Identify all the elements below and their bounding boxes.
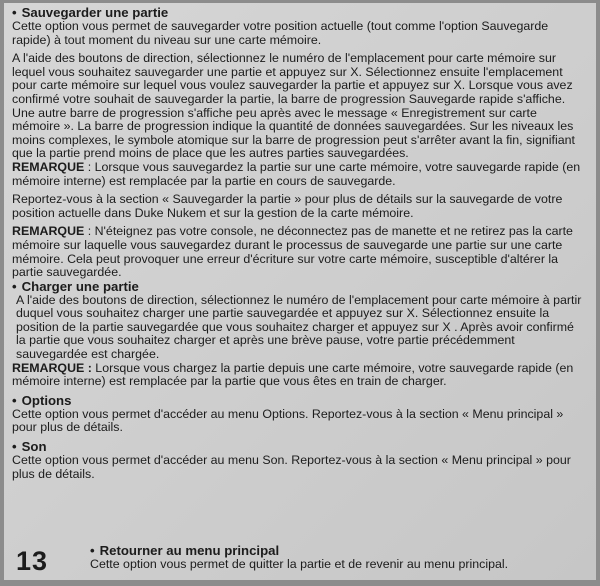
bullet-icon: • <box>12 278 17 294</box>
note-text: : Lorsque vous sauvegardez la partie sur une carte mémoire, votre sauvegarde rapide (en mémoire interne) est remplacée par la partie en cours de sauvegarde. <box>12 159 581 188</box>
paragraph-body: Cette option vous permet de quitter la partie et de revenir au menu principal. <box>90 557 509 571</box>
note-label: REMARQUE <box>12 224 85 239</box>
bullet-icon: • <box>12 5 17 20</box>
heading-text: Options <box>21 392 72 408</box>
paragraph-body: A l'aide des boutons de direction, sélectionnez le numéro de l'emplacement pour carte mémoire sur lequel vous souhaitez sauvegarder une partie et appuyez sur X. Sélectionnez ensuite l'emplacement pour carte mémoire sur lequel vous voulez sauvegarder la partie et appuyez sur X. Lorsque vous avez confirmé votre souhait de sauvegarder la partie, la barre de progression Sauvegarde rapide s'affiche. Une autre barre de progression s'affiche peu après avec le message « Enregistrement sur carte mémoire ». La barre de progression indique la quantité de données sauvegardées. Sur les niveaux les moins complexes, le symbole atomique sur la barre de progression peut s'arrêter avant la fin, signifiant que la partie prend moins de place que les autres parties sauvegardées. <box>12 51 575 161</box>
paragraph-reference: Reportez-vous à la section « Sauvegarder la partie » pour plus de détails sur la sauvegarde de votre position actuelle dans Duke Nukem et sur la gestion de la carte mémoire. <box>12 192 563 220</box>
heading-text: Son <box>21 439 47 455</box>
paragraph-body: A l'aide des boutons de direction, sélectionnez le numéro de l'emplacement pour carte mémoire à partir duquel vous souhaitez charger une partie sauvegardée et appuyez sur X. Sélectionnez ensuite la position de la partie sauvegardée que vous souhaitez charger et appuyez sur X . Après avoir confirmé la partie que vous souhaitez charger et après une brève pause, votre partie précédemment sauvegardée est chargée. <box>16 292 582 362</box>
heading-text: Sauvegarder une partie <box>21 5 169 20</box>
note-paragraph <box>12 161 582 188</box>
section-main-menu <box>90 544 580 572</box>
note-paragraph <box>12 225 582 279</box>
manual-page <box>4 3 596 580</box>
section-save-game <box>12 6 582 280</box>
heading-text: Charger une partie <box>21 278 139 294</box>
section-heading <box>12 440 582 454</box>
bullet-icon: • <box>12 392 17 408</box>
note-label: REMARQUE <box>12 159 85 174</box>
section-heading <box>90 544 580 558</box>
section-sound <box>12 440 582 481</box>
section-options <box>12 394 582 435</box>
note-paragraph <box>12 362 582 389</box>
section-load-game <box>12 280 582 389</box>
paragraph-intro: Cette option vous permet de sauvegarder votre position actuelle (tout comme l'option Sauvegarde rapide) à tout moment du niveau sur une carte mémoire. <box>12 19 549 47</box>
bullet-icon: • <box>90 543 95 558</box>
bullet-icon: • <box>12 439 17 455</box>
note-text: : N'éteignez pas votre console, ne déconnectez pas de manette et ne retirez pas la carte mémoire sur laquelle vous sauvegardez durant le processus de sauvegarde une partie sur une carte mémoire. Cela peut provoquer une erreur d'écriture sur votre carte mémoire, susceptible d'altérer la partie sauvegardée. <box>12 224 573 280</box>
section-heading <box>12 6 582 20</box>
paragraph-body: Cette option vous permet d'accéder au menu Options. Reportez-vous à la section « Menu principal » pour plus de détails. <box>12 406 564 435</box>
paragraph-body: Cette option vous permet d'accéder au menu Son. Reportez-vous à la section « Menu principal » pour plus de détails. <box>12 453 571 481</box>
heading-text: Retourner au menu principal <box>99 543 280 558</box>
note-text: Lorsque vous chargez la partie depuis une carte mémoire, votre sauvegarde rapide (en mémoire interne) est remplacée par la partie que vous êtes en train de charger. <box>12 360 574 389</box>
page-number: 13 <box>16 546 49 576</box>
section-heading <box>12 394 582 408</box>
section-heading <box>12 280 582 294</box>
note-label: REMARQUE : <box>12 360 92 375</box>
